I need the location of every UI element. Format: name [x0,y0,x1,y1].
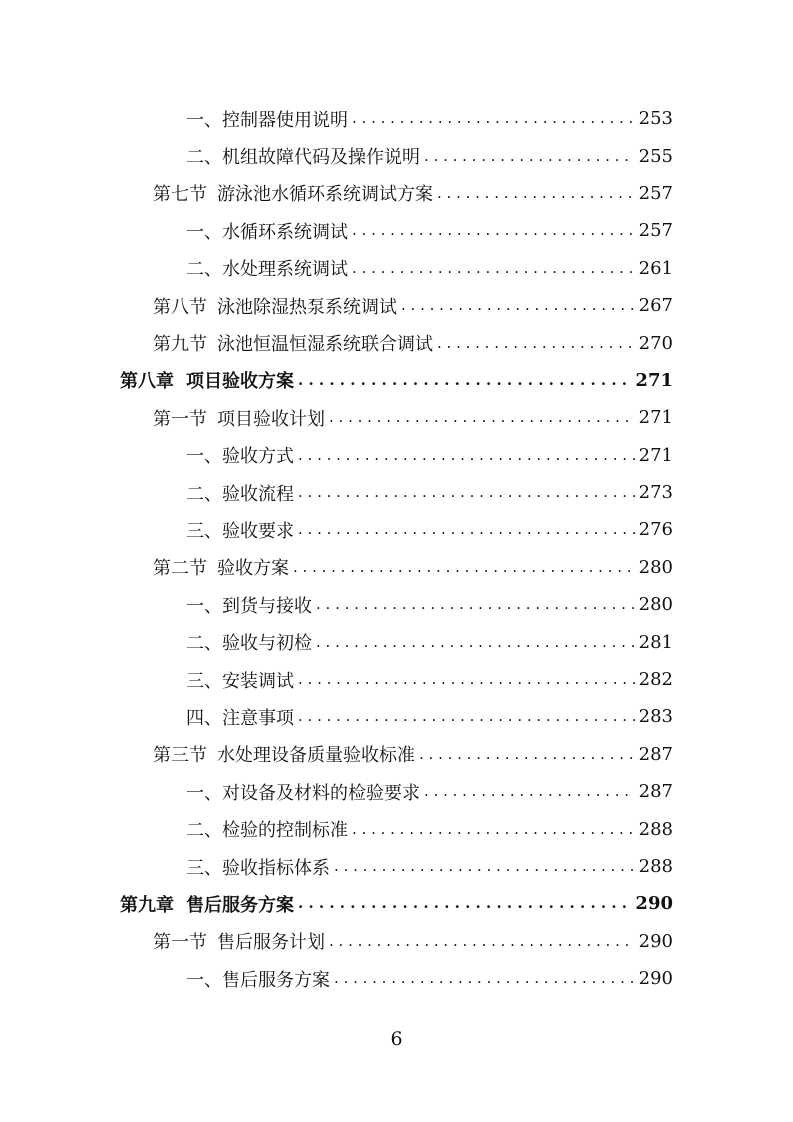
toc-subsection-entry[interactable] [0,960,793,997]
toc-entry-number: 第八节 [153,296,207,318]
toc-page-number: 290 [635,893,673,915]
toc-entry-label [120,367,294,393]
toc-section-entry[interactable] [0,324,793,361]
toc-entry-number: 第一节 [153,408,207,430]
toc-page-number: 270 [638,332,673,354]
toc-entry-label [153,293,397,319]
toc-dot-leader [424,784,635,799]
toc-dot-leader [316,597,635,612]
toc-entry-label [186,629,312,655]
toc-subsection-entry[interactable] [0,623,793,660]
toc-entry-title: 水处理设备质量验收标准 [217,745,415,767]
toc-chapter-entry[interactable] [0,362,793,399]
toc-dot-leader [437,186,635,201]
toc-entry-number: 第一节 [153,932,207,954]
toc-subsection-entry[interactable] [0,212,793,249]
toc-entry-title: 项目验收计划 [217,408,325,430]
toc-entry-number: 第七节 [153,184,207,206]
toc-section-entry[interactable] [0,736,793,773]
toc-entry-number: 三、 [186,670,222,692]
toc-entry-title: 售后服务方案 [186,894,294,916]
toc-page-number: 271 [635,369,673,391]
toc-chapter-entry[interactable] [0,885,793,922]
toc-entry-number: 二、 [186,483,222,505]
toc-dot-leader [298,709,635,724]
toc-entry-title: 水循环系统调试 [222,221,348,243]
toc-entry-label [186,704,294,730]
toc-page-number: 288 [638,818,673,840]
toc-page-number: 267 [638,295,673,317]
toc-entry-number: 第九章 [120,894,174,916]
page-number: 6 [390,1028,403,1050]
toc-subsection-entry[interactable] [0,511,793,548]
toc-dot-leader [419,747,635,762]
toc-entry-number: 二、 [186,147,222,169]
toc-page-number: 280 [638,594,673,616]
toc-entry-label [120,891,294,917]
toc-entry-title: 售后服务计划 [217,932,325,954]
toc-entry-label [186,480,294,506]
toc-entry-title: 验收方案 [217,558,289,580]
toc-entry-title: 泳池恒温恒湿系统联合调试 [217,334,433,356]
toc-entry-number: 二、 [186,820,222,842]
toc-page-number: 287 [638,743,673,765]
toc-entry-number: 三、 [186,857,222,879]
toc-page-number: 282 [638,669,673,691]
toc-entry-number: 三、 [186,520,222,542]
toc-dot-leader [424,149,635,164]
toc-section-entry[interactable] [0,175,793,212]
toc-entry-title: 到货与接收 [222,595,312,617]
toc-dot-leader [298,448,635,463]
toc-entry-number: 第二节 [153,558,207,580]
toc-entry-label [186,517,294,543]
toc-entry-number: 一、 [186,109,222,131]
toc-entry-label [186,592,312,618]
toc-entry-number: 一、 [186,446,222,468]
toc-page-number: 276 [638,519,673,541]
toc-section-entry[interactable] [0,923,793,960]
toc-page-number: 261 [638,257,673,279]
toc-dot-leader [334,971,635,986]
toc-entry-number: 一、 [186,221,222,243]
toc-subsection-entry[interactable] [0,773,793,810]
toc-dot-leader [316,635,635,650]
toc-entry-title: 项目验收方案 [186,371,294,393]
toc-entry-label [153,928,325,954]
toc-entry-number: 第三节 [153,745,207,767]
toc-page-number: 290 [638,968,673,990]
toc-dot-leader [298,485,635,500]
toc-entry-label [153,180,433,206]
toc-entry-title: 控制器使用说明 [222,109,348,131]
toc-subsection-entry[interactable] [0,250,793,287]
toc-subsection-entry[interactable] [0,698,793,735]
toc-page-number: 280 [638,556,673,578]
toc-dot-leader [352,223,635,238]
toc-entry-label [153,554,289,580]
toc-page-number: 290 [638,930,673,952]
toc-entry-title: 售后服务方案 [222,969,330,991]
toc-entry-number: 第九节 [153,334,207,356]
toc-section-entry[interactable] [0,287,793,324]
toc-subsection-entry[interactable] [0,137,793,174]
toc-dot-leader [329,410,635,425]
toc-entry-title: 安装调试 [222,670,294,692]
toc-page-number: 257 [638,220,673,242]
toc-entry-title: 泳池除湿热泵系统调试 [217,296,397,318]
toc-dot-leader [437,336,635,351]
toc-entry-number: 一、 [186,969,222,991]
toc-entry-label [186,442,294,468]
toc-entry-number: 一、 [186,595,222,617]
toc-entry-number: 第八章 [120,371,174,393]
toc-dot-leader [329,934,635,949]
toc-entry-label [186,779,420,805]
toc-dot-leader [334,859,635,874]
toc-entry-number: 四、 [186,707,222,729]
toc-entry-title: 验收与初检 [222,633,312,655]
toc-page-number: 283 [638,706,673,728]
toc-entry-label [153,330,433,356]
toc-entry-label [186,106,348,132]
toc-page-number: 281 [638,631,673,653]
toc-dot-leader [401,298,635,313]
toc-subsection-entry[interactable] [0,586,793,623]
toc-entry-label [186,218,348,244]
toc-subsection-entry[interactable] [0,810,793,847]
toc-entry-title: 注意事项 [222,707,294,729]
toc-entry-label [186,143,420,169]
toc-entry-title: 水处理系统调试 [222,259,348,281]
toc-entry-number: 二、 [186,259,222,281]
toc-page-number: 288 [638,856,673,877]
toc-page-number: 287 [638,781,673,803]
toc-entry-title: 对设备及材料的检验要求 [222,782,420,804]
toc-dot-leader [352,111,635,126]
toc-section-entry[interactable] [0,399,793,436]
toc-subsection-entry[interactable] [0,100,793,137]
toc-entry-label [186,854,330,880]
toc-entry-title: 游泳池水循环系统调试方案 [217,184,433,206]
toc-subsection-entry[interactable] [0,661,793,698]
toc-dot-leader [298,672,635,687]
toc-entry-label [186,816,348,842]
toc-entry-title: 验收要求 [222,520,294,542]
toc-page-number: 271 [638,444,673,466]
toc-dot-leader [352,822,635,837]
toc-entry-label [153,741,415,767]
toc-page-number: 253 [638,108,673,130]
toc-subsection-entry[interactable] [0,474,793,511]
toc-dot-leader [298,373,631,388]
table-of-contents [0,100,793,997]
toc-entry-title: 检验的控制标准 [222,820,348,842]
toc-entry-label [186,667,294,693]
toc-entry-title: 验收流程 [222,483,294,505]
toc-subsection-entry[interactable] [0,437,793,474]
toc-page-number: 257 [638,182,673,204]
toc-entry-number: 一、 [186,782,222,804]
toc-page-number: 255 [638,145,673,167]
toc-dot-leader [298,522,635,537]
toc-entry-label [153,405,325,431]
toc-subsection-entry[interactable] [0,848,793,885]
toc-entry-title: 验收指标体系 [222,857,330,879]
toc-entry-label [186,255,348,281]
toc-dot-leader [293,560,635,575]
toc-entry-number: 二、 [186,633,222,655]
toc-page-number: 271 [638,407,673,429]
toc-entry-title: 验收方式 [222,446,294,468]
toc-dot-leader [298,896,631,911]
toc-section-entry[interactable] [0,549,793,586]
toc-dot-leader [352,261,635,276]
toc-page-number: 273 [638,482,673,504]
toc-entry-label [186,966,330,992]
toc-entry-title: 机组故障代码及操作说明 [222,147,420,169]
